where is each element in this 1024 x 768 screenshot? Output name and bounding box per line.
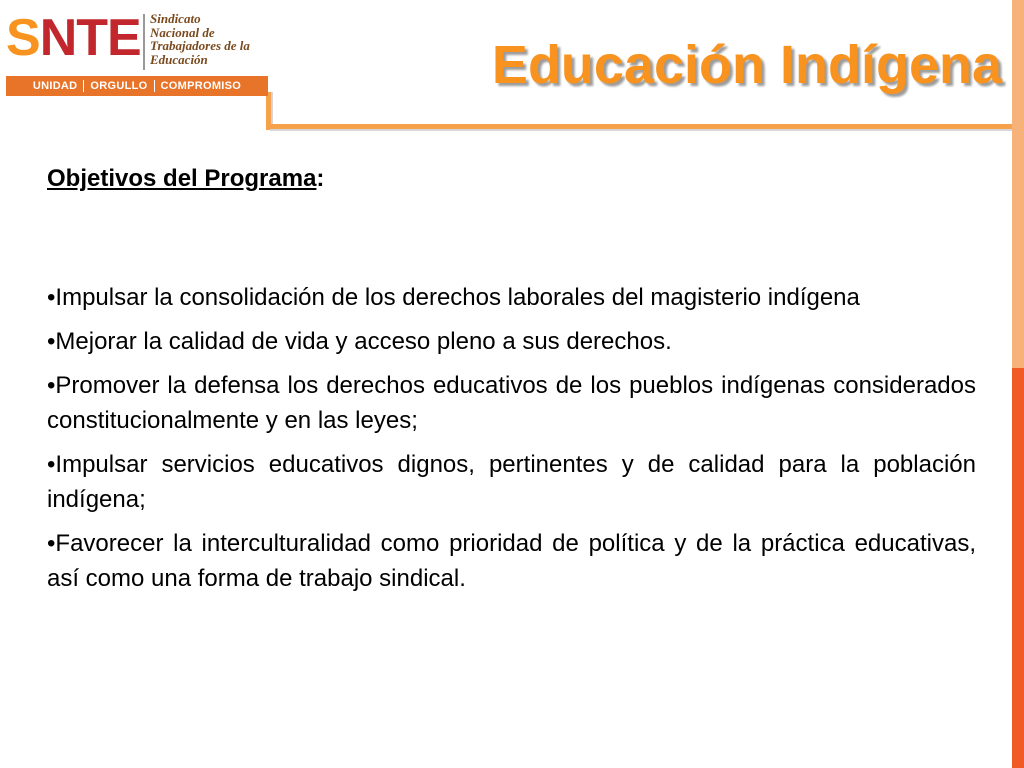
logo-subtitle-line: Educación — [150, 51, 208, 67]
logo-subtitle-line: Trabajadores de la — [150, 38, 250, 53]
logo-acronym — [6, 10, 141, 66]
logo-subtitle-line: Sindicato — [150, 11, 201, 26]
logo-divider — [143, 14, 145, 70]
slide-title: Educación Indígena — [491, 35, 1002, 95]
motto-separator — [154, 80, 155, 92]
logo-subtitle — [150, 12, 278, 66]
motto-separator — [83, 80, 84, 92]
objective-item: •Impulsar la consolidación de los derechos laborales del magisterio indígena — [47, 284, 860, 311]
side-bar-light — [1012, 0, 1024, 368]
objective-item: •Impulsar servicios educativos dignos, pertinentes y de calidad para la población indígena; — [47, 451, 976, 513]
motto-word: COMPROMISO — [160, 80, 242, 92]
section-heading-colon: : — [316, 165, 325, 192]
logo-subtitle-line: Nacional de — [150, 24, 215, 40]
section-heading — [47, 161, 324, 197]
logo-motto-strip — [6, 76, 268, 96]
objective-item: •Promover la defensa los derechos educativos de los pueblos indígenas considerados constitucionalmente y en las leyes; — [47, 372, 976, 434]
motto-word: UNIDAD — [32, 80, 78, 92]
logo-acronym-rest: NTE — [39, 9, 141, 67]
logo-acronym-first: S — [6, 9, 40, 67]
objective-item: •Favorecer la interculturalidad como prioridad de política y de la práctica educativas, así como una forma de trabajo sindical. — [47, 530, 976, 592]
side-bar-dark — [1012, 368, 1024, 768]
section-heading-text: Objetivos del Programa — [47, 165, 317, 192]
snte-logo — [6, 8, 268, 98]
objectives-list — [47, 280, 976, 605]
header-divider-shadow — [270, 129, 1012, 131]
motto-word: ORGULLO — [90, 80, 148, 92]
objective-item: •Mejorar la calidad de vida y acceso pleno a sus derechos. — [47, 328, 672, 355]
